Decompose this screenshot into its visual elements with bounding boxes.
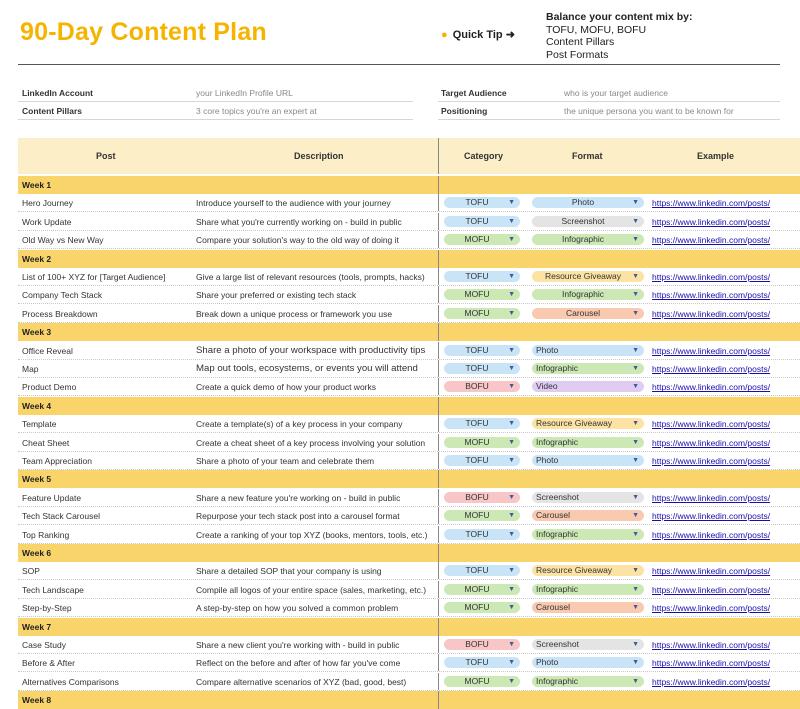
category-dropdown[interactable] (444, 639, 520, 650)
week-label: Week 6 (22, 548, 52, 558)
description-cell[interactable]: Break down a unique process or framework you use (196, 308, 393, 319)
category-dropdown[interactable] (444, 529, 520, 540)
dropdown-arrow-icon[interactable]: ▼ (508, 217, 515, 225)
column-divider (438, 378, 439, 395)
content-mix-note (546, 11, 692, 61)
dropdown-arrow-icon[interactable]: ▼ (508, 309, 515, 317)
pillars-value[interactable]: 3 core topics you're an expert at (196, 106, 317, 116)
category-value: BOFU (465, 381, 489, 392)
post-cell[interactable]: List of 100+ XYZ for [Target Audience] (22, 272, 166, 282)
lightbulb-icon: ● (441, 29, 448, 41)
format-value: Photo (536, 344, 559, 355)
post-cell[interactable]: Old Way vs New Way (22, 235, 104, 246)
column-divider (438, 194, 439, 211)
column-divider (438, 618, 439, 636)
post-cell[interactable]: Work Update (22, 216, 72, 227)
week-header-row (18, 691, 800, 709)
example-link[interactable]: https://www.linkedin.com/posts/ (652, 492, 771, 503)
category-dropdown[interactable] (444, 345, 520, 356)
category-value: MOFU (464, 436, 490, 447)
dropdown-arrow-icon[interactable]: ▼ (632, 199, 639, 207)
mix-line: TOFU, MOFU, BOFU (546, 23, 647, 36)
category-value: MOFU (464, 234, 490, 245)
table-row (18, 286, 800, 304)
category-value: MOFU (464, 510, 490, 521)
example-link[interactable]: https://www.linkedin.com/posts/ (652, 456, 771, 466)
category-value: TOFU (465, 565, 489, 576)
dropdown-arrow-icon[interactable]: ▼ (508, 273, 515, 280)
column-divider (438, 305, 439, 322)
post-cell[interactable]: Hero Journey (22, 198, 74, 209)
dropdown-arrow-icon[interactable]: ▼ (508, 585, 515, 593)
info-row-1 (18, 84, 780, 102)
description-cell[interactable]: Share your preferred or existing tech stack (196, 290, 357, 301)
column-header-format[interactable]: Format (572, 151, 603, 161)
format-value: Carousel (536, 602, 571, 613)
description-cell[interactable]: Create a quick demo of how your product works (196, 382, 377, 393)
table-row (18, 654, 800, 672)
category-value: TOFU (465, 528, 489, 539)
dropdown-arrow-icon[interactable]: ▼ (632, 273, 639, 280)
dropdown-arrow-icon[interactable]: ▼ (632, 365, 639, 372)
category-value: MOFU (464, 675, 490, 686)
column-divider (438, 397, 439, 415)
linkedin-value[interactable]: your LinkedIn Profile URL (196, 88, 293, 98)
column-divider (438, 360, 439, 377)
format-dropdown[interactable] (532, 529, 644, 540)
dropdown-arrow-icon[interactable]: ▼ (632, 604, 639, 612)
info-row-2 (18, 102, 780, 120)
category-dropdown[interactable] (444, 602, 520, 613)
table-row (18, 562, 800, 580)
description-cell[interactable]: A step-by-step on how you solved a common problem (196, 603, 399, 614)
description-cell[interactable]: Give a large list of relevant resources (tools, prompts, hacks) (196, 272, 425, 282)
table-row (18, 599, 800, 617)
description-cell[interactable]: Introduce yourself to the audience with your journey (196, 198, 391, 209)
dropdown-arrow-icon[interactable]: ▼ (508, 199, 515, 207)
dropdown-arrow-icon[interactable]: ▼ (632, 383, 639, 391)
mix-line: Content Pillars (546, 36, 615, 48)
description-cell[interactable]: Map out tools, ecosystems, or events you will attend (196, 363, 418, 374)
example-link[interactable]: https://www.linkedin.com/posts/ (652, 437, 771, 448)
description-cell[interactable]: Share a new feature you're working on - build in public (196, 492, 401, 503)
post-cell[interactable]: Template (22, 419, 57, 430)
info-divider (438, 119, 780, 120)
description-cell[interactable]: Share a photo of your workspace with productivity tips (196, 344, 426, 356)
example-link[interactable]: https://www.linkedin.com/posts/ (652, 216, 771, 227)
format-value: Resource Giveaway (536, 418, 613, 429)
format-value: Video (536, 381, 558, 392)
dropdown-arrow-icon[interactable]: ▼ (508, 493, 515, 501)
dropdown-arrow-icon[interactable]: ▼ (632, 641, 639, 648)
week-header-row (18, 250, 800, 268)
example-link[interactable]: https://www.linkedin.com/posts/ (652, 566, 771, 577)
dropdown-arrow-icon[interactable]: ▼ (632, 217, 639, 225)
info-divider (18, 119, 413, 120)
format-value: Infographic (536, 436, 579, 447)
category-value: TOFU (465, 455, 489, 465)
post-cell[interactable]: Team Appreciation (22, 456, 92, 466)
dropdown-arrow-icon[interactable]: ▼ (632, 659, 639, 667)
format-dropdown[interactable] (532, 418, 644, 429)
format-dropdown[interactable] (532, 308, 644, 319)
format-value: Photo (571, 197, 595, 208)
column-divider (438, 250, 439, 268)
column-divider (438, 138, 439, 174)
column-divider (438, 286, 439, 303)
week-label: Week 7 (22, 621, 52, 632)
table-row (18, 194, 800, 212)
category-value: MOFU (464, 583, 490, 594)
format-value: Infographic (536, 583, 579, 594)
category-value: TOFU (465, 197, 489, 208)
category-value: MOFU (464, 289, 490, 300)
dropdown-arrow-icon[interactable]: ▼ (508, 677, 515, 685)
page-title: 90-Day Content Plan (20, 18, 267, 46)
category-dropdown[interactable] (444, 197, 520, 208)
week-header-row (18, 323, 800, 341)
pillars-label: Content Pillars (22, 106, 82, 116)
audience-value[interactable]: who is your target audience (564, 88, 668, 98)
category-dropdown[interactable] (444, 510, 520, 521)
week-label: Week 1 (22, 180, 52, 190)
post-cell[interactable]: Feature Update (22, 492, 82, 503)
dropdown-arrow-icon[interactable]: ▼ (632, 346, 639, 354)
category-dropdown[interactable] (444, 437, 520, 448)
description-cell[interactable]: Share a detailed SOP that your company is using (196, 566, 382, 577)
dropdown-arrow-icon[interactable]: ▼ (508, 346, 515, 354)
column-divider (438, 470, 439, 488)
format-value: Screenshot (536, 639, 579, 649)
example-link[interactable]: https://www.linkedin.com/posts/ (652, 272, 771, 282)
column-header-post[interactable]: Post (96, 151, 116, 161)
column-divider (438, 507, 439, 524)
dropdown-arrow-icon[interactable]: ▼ (508, 530, 515, 538)
dropdown-arrow-icon[interactable]: ▼ (632, 236, 639, 244)
format-value: Infographic (536, 363, 579, 373)
dropdown-arrow-icon[interactable]: ▼ (508, 659, 515, 667)
format-dropdown[interactable] (532, 381, 644, 392)
description-cell[interactable]: Share a new client you're working with - build in public (196, 640, 400, 650)
week-label: Week 8 (22, 695, 52, 706)
category-dropdown[interactable] (444, 676, 520, 687)
dropdown-arrow-icon[interactable]: ▼ (508, 420, 515, 428)
description-cell[interactable]: Compare alternative scenarios of XYZ (bad, good, best) (196, 676, 407, 687)
post-cell[interactable]: Tech Stack Carousel (22, 511, 100, 522)
mix-title: Balance your content mix by: (546, 11, 693, 23)
category-dropdown[interactable] (444, 381, 520, 392)
table-row (18, 673, 800, 691)
dropdown-arrow-icon[interactable]: ▼ (632, 420, 639, 428)
format-dropdown[interactable] (532, 455, 644, 466)
category-dropdown[interactable] (444, 565, 520, 576)
post-cell[interactable]: Tech Landscape (22, 584, 84, 595)
example-link[interactable]: https://www.linkedin.com/posts/ (652, 364, 771, 374)
dropdown-arrow-icon[interactable]: ▼ (508, 457, 515, 464)
column-divider (438, 268, 439, 285)
description-cell[interactable]: Compare your solution's way to the old way of doing it (196, 235, 399, 246)
category-value: BOFU (465, 639, 489, 649)
example-link[interactable]: https://www.linkedin.com/posts/ (652, 640, 771, 650)
column-header-row (18, 138, 800, 174)
format-dropdown[interactable] (532, 657, 644, 668)
example-link[interactable]: https://www.linkedin.com/posts/ (652, 308, 771, 319)
positioning-label: Positioning (441, 106, 488, 116)
dropdown-arrow-icon[interactable]: ▼ (632, 512, 639, 520)
format-value: Carousel (565, 307, 601, 318)
post-cell[interactable]: Map (22, 364, 39, 374)
format-dropdown[interactable] (532, 437, 644, 448)
header-divider (18, 64, 780, 65)
description-cell[interactable]: Reflect on the before and after of how far you've come (196, 658, 401, 669)
format-value: Screenshot (561, 215, 605, 226)
column-header-category[interactable]: Category (464, 151, 504, 161)
format-dropdown[interactable] (532, 584, 644, 595)
example-link[interactable]: https://www.linkedin.com/posts/ (652, 290, 771, 301)
column-divider (438, 176, 439, 194)
table-row (18, 636, 800, 654)
dropdown-arrow-icon[interactable]: ▼ (508, 512, 515, 520)
column-divider (438, 213, 439, 230)
linkedin-label: LinkedIn Account (22, 88, 93, 98)
week-header-row (18, 544, 800, 562)
category-value: BOFU (465, 491, 489, 502)
format-dropdown[interactable] (532, 216, 644, 227)
description-cell[interactable]: Create a template(s) of a key process in your company (196, 419, 403, 430)
dropdown-arrow-icon[interactable]: ▼ (508, 604, 515, 612)
category-dropdown[interactable] (444, 216, 520, 227)
table-row (18, 581, 800, 599)
table-row (18, 526, 800, 544)
post-cell[interactable]: Office Reveal (22, 345, 73, 356)
category-dropdown[interactable] (444, 418, 520, 429)
column-divider (438, 581, 439, 598)
post-cell[interactable]: SOP (22, 566, 40, 577)
description-cell[interactable]: Share a photo of your team and celebrate them (196, 456, 375, 466)
format-value: Infographic (536, 528, 579, 539)
category-dropdown[interactable] (444, 455, 520, 466)
category-dropdown[interactable] (444, 492, 520, 503)
week-label: Week 4 (22, 400, 52, 411)
week-header-row (18, 397, 800, 415)
table-row (18, 452, 800, 470)
example-link[interactable]: https://www.linkedin.com/posts/ (652, 419, 771, 430)
format-value: Photo (536, 455, 559, 465)
example-link[interactable]: https://www.linkedin.com/posts/ (652, 529, 771, 540)
table-row (18, 268, 800, 286)
format-value: Resource Giveaway (544, 271, 622, 281)
format-dropdown[interactable] (532, 492, 644, 503)
column-divider (438, 599, 439, 616)
post-cell[interactable]: Product Demo (22, 382, 77, 393)
description-cell[interactable]: Repurpose your tech stack post into a carousel format (196, 511, 400, 522)
format-dropdown[interactable] (532, 197, 644, 208)
table-row (18, 378, 800, 396)
week-header-row (18, 470, 800, 488)
example-link[interactable]: https://www.linkedin.com/posts/ (652, 345, 771, 356)
category-value: TOFU (465, 657, 489, 668)
table-row (18, 489, 800, 507)
category-dropdown[interactable] (444, 308, 520, 319)
dropdown-arrow-icon[interactable]: ▼ (508, 365, 515, 372)
format-dropdown[interactable] (532, 639, 644, 650)
dropdown-arrow-icon[interactable]: ▼ (632, 291, 639, 299)
format-dropdown[interactable] (532, 271, 644, 282)
column-divider (438, 526, 439, 543)
format-value: Resource Giveaway (536, 565, 613, 576)
quick-tip[interactable] (441, 28, 515, 41)
column-divider (438, 434, 439, 451)
example-link[interactable]: https://www.linkedin.com/posts/ (652, 198, 771, 209)
format-value: Photo (536, 657, 559, 668)
example-link[interactable]: https://www.linkedin.com/posts/ (652, 511, 771, 522)
description-cell[interactable]: Share what you're currently working on - build in public (196, 216, 402, 227)
example-link[interactable]: https://www.linkedin.com/posts/ (652, 235, 771, 246)
week-label: Week 5 (22, 474, 52, 485)
column-divider (438, 415, 439, 432)
table-row (18, 213, 800, 231)
post-cell[interactable]: Top Ranking (22, 529, 70, 540)
week-header-row (18, 176, 800, 194)
post-cell[interactable]: Company Tech Stack (22, 290, 103, 301)
example-link[interactable]: https://www.linkedin.com/posts/ (652, 658, 771, 669)
column-header-example[interactable]: Example (697, 151, 735, 161)
category-dropdown[interactable] (444, 271, 520, 282)
category-dropdown[interactable] (444, 657, 520, 668)
dropdown-arrow-icon[interactable]: ▼ (508, 383, 515, 391)
post-cell[interactable]: Alternatives Comparisons (22, 676, 119, 687)
column-divider (438, 323, 439, 341)
format-dropdown[interactable] (532, 676, 644, 687)
format-value: Carousel (536, 510, 571, 521)
column-divider (438, 654, 439, 671)
mix-line: Post Formats (546, 48, 609, 61)
table-row (18, 415, 800, 433)
example-link[interactable]: https://www.linkedin.com/posts/ (652, 603, 771, 614)
sheet-header (0, 0, 800, 64)
dropdown-arrow-icon[interactable]: ▼ (632, 567, 639, 575)
category-value: TOFU (465, 271, 489, 281)
dropdown-arrow-icon[interactable]: ▼ (632, 493, 639, 501)
category-value: MOFU (464, 602, 490, 613)
example-link[interactable]: https://www.linkedin.com/posts/ (652, 584, 771, 595)
dropdown-arrow-icon[interactable]: ▼ (508, 641, 515, 648)
category-dropdown[interactable] (444, 289, 520, 300)
column-divider (438, 636, 439, 653)
quick-tip-label: Quick Tip ➜ (452, 29, 515, 41)
format-value: Infographic (561, 289, 605, 300)
dropdown-arrow-icon[interactable]: ▼ (508, 291, 515, 299)
column-divider (438, 452, 439, 469)
column-divider (438, 562, 439, 579)
dropdown-arrow-icon[interactable]: ▼ (632, 677, 639, 685)
week-label: Week 2 (22, 253, 52, 264)
dropdown-arrow-icon[interactable]: ▼ (632, 457, 639, 464)
category-value: TOFU (465, 215, 489, 226)
category-value: TOFU (465, 363, 489, 373)
format-dropdown[interactable] (532, 289, 644, 300)
table-row (18, 231, 800, 249)
dropdown-arrow-icon[interactable]: ▼ (632, 309, 639, 317)
post-cell[interactable]: Before & After (22, 658, 75, 669)
format-dropdown[interactable] (532, 345, 644, 356)
dropdown-arrow-icon[interactable]: ▼ (632, 530, 639, 538)
table-row (18, 434, 800, 452)
dropdown-arrow-icon[interactable]: ▼ (508, 567, 515, 575)
format-dropdown[interactable] (532, 565, 644, 576)
dropdown-arrow-icon[interactable]: ▼ (508, 438, 515, 446)
category-dropdown[interactable] (444, 584, 520, 595)
table-row (18, 342, 800, 360)
post-cell[interactable]: Cheat Sheet (22, 437, 70, 448)
format-dropdown[interactable] (532, 363, 644, 374)
table-row (18, 507, 800, 525)
description-cell[interactable]: Create a cheat sheet of a key process involving your solution (196, 437, 426, 448)
category-dropdown[interactable] (444, 363, 520, 374)
example-link[interactable]: https://www.linkedin.com/posts/ (652, 382, 771, 393)
week-header-row (18, 618, 800, 636)
dropdown-arrow-icon[interactable]: ▼ (632, 585, 639, 593)
format-value: Infographic (561, 234, 605, 245)
column-header-description[interactable]: Description (294, 151, 344, 161)
column-divider (438, 342, 439, 359)
column-divider (438, 489, 439, 506)
column-divider (438, 544, 439, 562)
positioning-value[interactable]: the unique persona you want to be known for (564, 106, 734, 116)
format-value: Infographic (536, 675, 579, 686)
column-divider (438, 231, 439, 248)
post-cell[interactable]: Case Study (22, 640, 66, 650)
category-value: TOFU (465, 418, 489, 429)
description-cell[interactable]: Create a ranking of your top XYZ (books, mentors, tools, etc.) (196, 529, 428, 540)
format-dropdown[interactable] (532, 234, 644, 245)
table-row (18, 360, 800, 378)
category-value: TOFU (465, 344, 489, 355)
audience-label: Target Audience (441, 88, 507, 98)
week-label: Week 3 (22, 327, 52, 338)
category-dropdown[interactable] (444, 234, 520, 245)
category-value: MOFU (464, 307, 490, 318)
column-divider (438, 691, 439, 709)
dropdown-arrow-icon[interactable]: ▼ (508, 236, 515, 244)
description-cell[interactable]: Compile all logos of your entire space (sales, marketing, etc.) (196, 584, 427, 595)
post-cell[interactable]: Step-by-Step (22, 603, 72, 614)
column-divider (438, 673, 439, 690)
post-cell[interactable]: Process Breakdown (22, 308, 98, 319)
dropdown-arrow-icon[interactable]: ▼ (632, 438, 639, 446)
format-dropdown[interactable] (532, 510, 644, 521)
format-dropdown[interactable] (532, 602, 644, 613)
example-link[interactable]: https://www.linkedin.com/posts/ (652, 676, 771, 687)
format-value: Screenshot (536, 491, 579, 502)
table-row (18, 305, 800, 323)
